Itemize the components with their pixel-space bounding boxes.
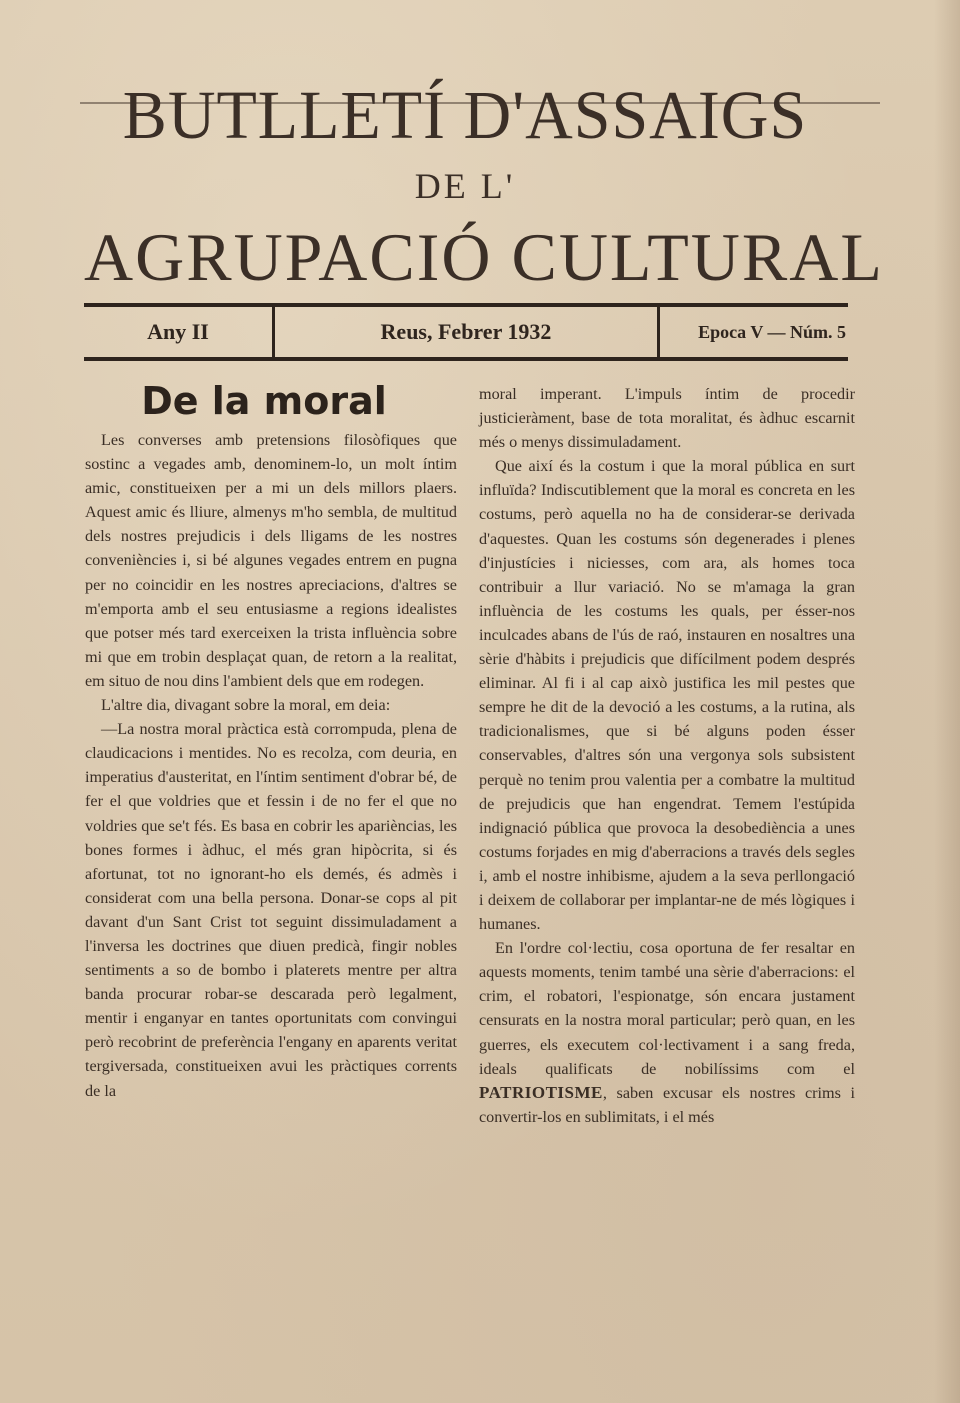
article-text: , saben excusar els nostres crims i convertir-los en sublimitats, i el més <box>479 1083 855 1126</box>
masthead-title-line1: BUTLLETÍ D'ASSAIGS <box>122 77 808 154</box>
issue-number: Epoca V — Núm. 5 <box>698 321 846 342</box>
masthead-title-line2: DE L' <box>414 166 516 206</box>
article-column-right <box>479 382 855 1129</box>
issue-year: Any II <box>84 307 275 357</box>
article-paragraph: —La nostra moral pràctica està corrompuda, plena de claudicacions i mentides. No es recolza, com deuria, en imperatius d'austeritat, en l'íntim sentiment d'obrar bé, de fer el que voldries que et fessin i de no fer el que no voldries que se't fés. Es basa en cobrir les aparièncias, les bones formes i àdhuc, el més gran hipòcrita, si és afortunat, tot no ignorant-ho els demés, és admès i considerat com una bella persona. Donar-se cops al pit davant d'un Sant Crist tot seguint dissimuladament a l'inversa les doctrines que diuen predicà, fingir nobles sentiments a so de bombo i platerets mentre per altra banda procurar robar-se descarada però legalment, mentir i enganyar en tantes oportunitats com convingui però recobrint de preferència l'engany en aparents veritat tergiversada, constitueixen avui les pràctiques corrents de la <box>85 720 457 1100</box>
article-title: De la moral <box>141 379 387 423</box>
page-edge-shadow <box>934 0 960 1403</box>
article-text: En l'ordre col·lectiu, cosa oportuna de fer resaltar en aquests moments, tenim també una sèrie d'aberracions: el crim, el robatori, l'espionatge, són encara justament censurats en la nostra moral particular; però quan, en les guerres, els executem col·lectivament i a sang freda, ideals qualificats de nobilíssims com el <box>479 939 855 1078</box>
article-paragraph <box>479 936 855 1129</box>
issue-info-bar <box>84 303 848 361</box>
emphasized-word: PATRIOTISME <box>479 1082 603 1102</box>
article-column-left <box>85 378 457 1103</box>
article-paragraph: L'altre dia, divagant sobre la moral, em deia: <box>101 696 391 715</box>
article-paragraph: Que així és la costum i que la moral pública en surt influïda? Indiscutiblement que la moral es concreta en les costums, però aquella no ha de considerar-se derivada d'aquestes. Quan les costums són degenerades i plenes d'injustícies i niciesses, com ara, als homes toca contribuir a llur variació. No se m'amaga la gran influència de les costums les quals, per ésser-nos inculcades abans de l'ús de raó, instauren en nosaltres una sèrie d'hàbits i prejudicis que difícilment podem després eliminar. Al fi i al cap això justifica les mil pestes que sempre he dit de la devoció a les costums, a la rutina, als tradicionalismes, que si bé alguns poden ésser conservables, d'altres són una vergonya sols subsistent perquè no tenim prou valentia per a combatre la multitud de prejudicis que han engendrat. Temem l'estúpida indignació pública que provoca la desobediència a unes costums forjades en mig d'aberracions a través dels segles i, amb el nostre inhibisme, ajudem a la seva perllongació i deixem de collaborar per implantar-ne de més lògiques i humanes. <box>479 457 855 934</box>
issue-place-date: Reus, Febrer 1932 <box>275 307 660 357</box>
article-paragraph: Les converses amb pretensions filosòfiques que sostinc a vegades amb, denominem-lo, un molt íntim amic, constitueixen per a mi un dels millors plaers. Aquest amic és lliure, almenys m'ho sembla, de multitud dels nostres prejudicis i dels lligams de les nostres conveniències i, si bé algunes vegades entrem en pugna per no coincidir en les nostres apreciacions, d'altres se m'emporta amb el seu entusiasme a regions idealistes que potser més tard exerceixen la trista influència sobre mi que em trobin desplaçat quan, de retorn a la realitat, em situo de nou dins l'ambient dels que em rodegen. <box>85 431 457 690</box>
masthead-title-line3: AGRUPACIÓ CULTURAL <box>84 219 884 295</box>
article-paragraph: moral imperant. L'impuls íntim de procedir justicieràment, base de tota moralitat, és àdhuc escarnit més o menys dissimuladament. <box>479 385 855 452</box>
